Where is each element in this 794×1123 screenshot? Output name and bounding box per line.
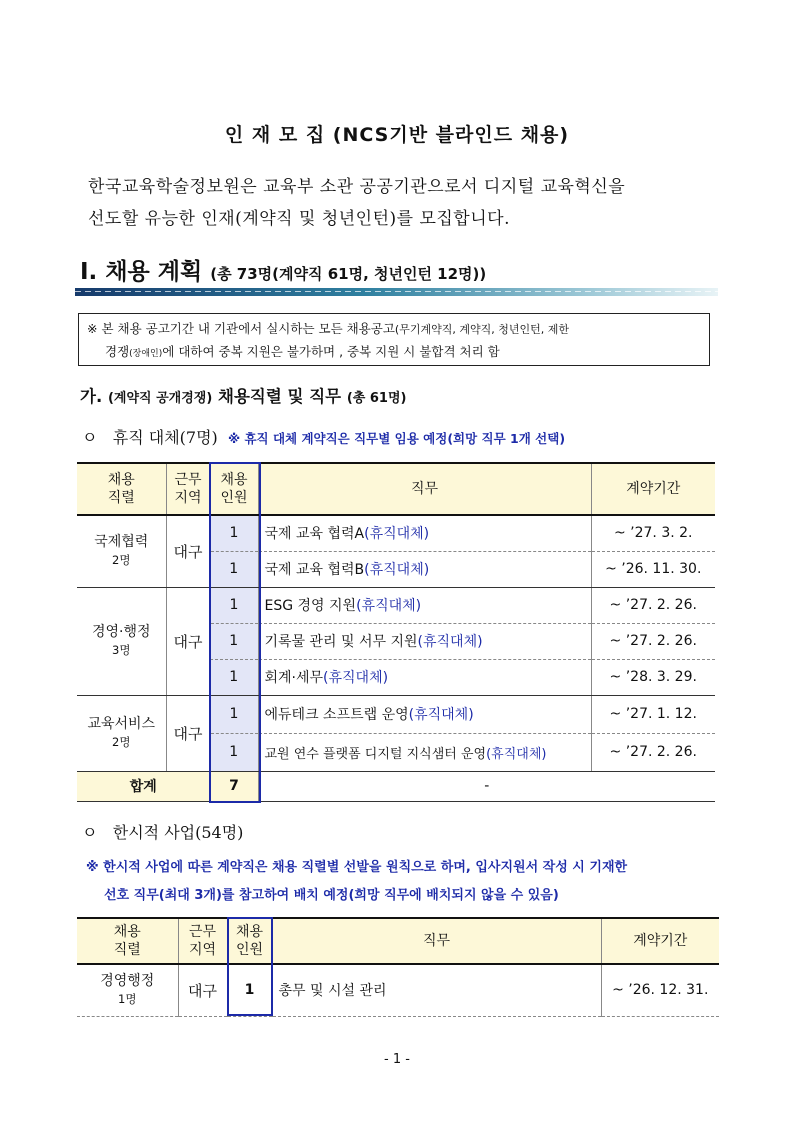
section-1-title: 채용 계획 — [105, 259, 203, 285]
duty-cell: 기록물 관리 및 서무 지원(휴직대체) — [258, 623, 591, 659]
section-divider-bar — [75, 288, 718, 296]
duty-cell: 교원 연수 플랫폼 디지털 지식샘터 운영(휴직대체) — [258, 733, 591, 771]
period-cell: ~ ’27. 2. 26. — [591, 587, 715, 623]
role-count: 2명 — [112, 553, 131, 568]
table-row — [77, 515, 715, 551]
table2-header-row — [77, 918, 719, 964]
table1-header-period: 계약기간 — [591, 463, 715, 515]
sub1-title: 휴직 대체(7명) — [112, 428, 218, 447]
location-cell: 대구 — [166, 695, 210, 771]
subsection-a-title: 채용직렬 및 직무 — [218, 387, 342, 406]
table1-header-loc: 근무 지역 — [166, 463, 210, 515]
count-cell: 1 — [210, 659, 258, 695]
period-cell: ~ ’27. 3. 2. — [591, 515, 715, 551]
role-cell — [77, 964, 178, 1016]
role-name: 경영·행정 — [91, 624, 151, 640]
role-cell — [77, 515, 166, 587]
table2-header-role: 채용 직렬 — [77, 918, 178, 964]
sub1-bullet: ㅇ — [82, 428, 98, 447]
duty-cell: 국제 교육 협력A(휴직대체) — [258, 515, 591, 551]
count-cell: 1 — [227, 964, 272, 1016]
section-1-heading — [80, 253, 486, 286]
location-cell: 대구 — [166, 515, 210, 587]
table-row — [77, 695, 715, 733]
table1-header-count: 채용 인원 — [210, 463, 258, 515]
subsection-a-heading — [80, 383, 406, 407]
period-cell: ~ ’26. 11. 30. — [591, 551, 715, 587]
notice-text-2b: (장애인) — [129, 349, 163, 359]
sub2-bullet: ㅇ — [82, 823, 98, 842]
count-cell: 1 — [210, 623, 258, 659]
intro-line-2: 선도할 유능한 인재(계약직 및 청년인턴)를 모집합니다. — [88, 209, 510, 229]
table2-header-loc: 근무 지역 — [178, 918, 227, 964]
duty-cell: 국제 교육 협력B(휴직대체) — [258, 551, 591, 587]
sub2-heading — [82, 820, 243, 843]
sub2-title: 한시적 사업(54명) — [112, 823, 244, 842]
vacancy-table-2 — [77, 917, 719, 1017]
vacancy-table-1 — [77, 462, 715, 802]
role-count: 1명 — [118, 992, 137, 1007]
role-name: 국제협력 — [94, 534, 149, 551]
sub2-note-line-2: 선호 직무(최대 3개)를 참고하여 배치 예정(희망 직무에 배치되지 않을 수 있음) — [104, 888, 559, 903]
location-cell: 대구 — [166, 587, 210, 695]
location-cell: 대구 — [178, 964, 227, 1016]
notice-line-2 — [87, 341, 701, 365]
page-number: - 1 - — [384, 1052, 410, 1067]
table1-header-duty: 직무 — [258, 463, 591, 515]
duty-cell: 회계·세무(휴직대체) — [258, 659, 591, 695]
count-cell: 1 — [210, 551, 258, 587]
total-label: 합계 — [77, 771, 210, 801]
subsection-a-total: (총 61명) — [346, 391, 407, 406]
notice-line-1 — [87, 318, 701, 341]
count-cell: 1 — [210, 695, 258, 733]
subsection-a-prefix: (계약직 공개경쟁) — [107, 391, 213, 406]
subsection-a-label: 가. — [80, 387, 103, 406]
total-rest: - — [258, 771, 715, 801]
notice-text-2c: 에 대하여 중복 지원은 불가하며 , 중복 지원 시 불합격 처리 함 — [162, 344, 500, 359]
table1-header-role: 채용 직렬 — [77, 463, 166, 515]
role-count: 2명 — [112, 735, 131, 749]
notice-box — [78, 313, 710, 366]
count-cell: 1 — [210, 733, 258, 771]
table2-header-period: 계약기간 — [601, 918, 719, 964]
intro-line-1: 한국교육학술정보원은 교육부 소관 공공기관으로서 디지털 교육혁신을 — [88, 177, 626, 197]
table2-header-count: 채용 인원 — [227, 918, 272, 964]
section-1-summary: (총 73명(계약직 61명, 청년인턴 12명)) — [210, 265, 487, 283]
period-cell: ~ ’27. 1. 12. — [591, 695, 715, 733]
period-cell: ~ ’27. 2. 26. — [591, 623, 715, 659]
notice-text-2a: 경쟁 — [105, 344, 130, 359]
role-cell — [77, 587, 166, 695]
table2-header-duty: 직무 — [272, 918, 601, 964]
notice-text-1a: ※ 본 채용 공고기간 내 기관에서 실시하는 모든 채용공고 — [87, 321, 395, 336]
table-row — [77, 964, 719, 1016]
sub1-note: ※ 휴직 대체 계약직은 직무별 임용 예정(희망 직무 1개 선택) — [227, 431, 566, 446]
role-name: 경영행정 — [100, 973, 155, 990]
document-title: 인 재 모 집 (NCS기반 블라인드 채용) — [224, 124, 570, 146]
table1-total-row — [77, 771, 715, 801]
notice-text-1b: (무기계약직, 계약직, 청년인턴, 제한 — [394, 323, 569, 336]
role-name: 교육서비스 — [87, 716, 156, 732]
table-row — [77, 587, 715, 623]
count-cell: 1 — [210, 587, 258, 623]
role-cell — [77, 695, 166, 771]
total-count: 7 — [210, 771, 258, 801]
sub2-note-line-1: ※ 한시적 사업에 따른 계약직은 채용 직렬별 선발을 원칙으로 하며, 입사지원서 작성 시 기재한 — [86, 860, 628, 875]
period-cell: ~ ’26. 12. 31. — [601, 964, 719, 1016]
period-cell: ~ ’27. 2. 26. — [591, 733, 715, 771]
duty-cell: 에듀테크 소프트랩 운영(휴직대체) — [258, 695, 591, 733]
duty-cell: ESG 경영 지원(휴직대체) — [258, 587, 591, 623]
table1-header-row — [77, 463, 715, 515]
role-count: 3명 — [112, 643, 131, 657]
duty-cell: 총무 및 시설 관리 — [272, 964, 601, 1016]
period-cell: ~ ’28. 3. 29. — [591, 659, 715, 695]
count-cell: 1 — [210, 515, 258, 551]
section-1-numeral: Ⅰ. — [80, 259, 98, 285]
sub1-heading — [82, 425, 565, 448]
